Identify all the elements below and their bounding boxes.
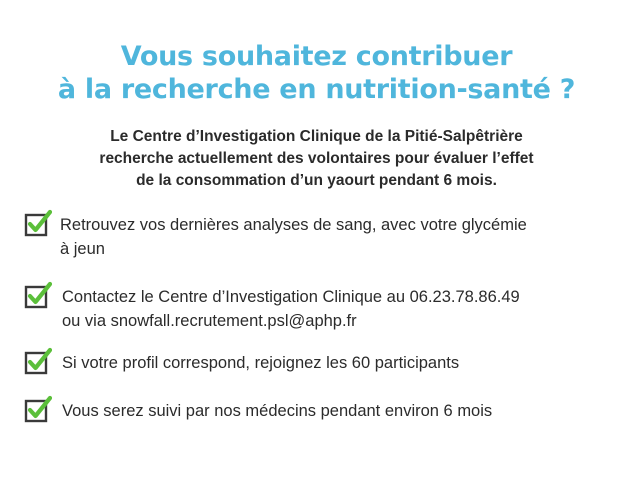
intro-line-3: de la consommation d’un yaourt pendant 6 mois. <box>136 172 497 189</box>
checklist-item-text <box>62 399 492 423</box>
checklist-item-text <box>60 213 527 261</box>
checklist-item-text <box>62 351 459 375</box>
intro-line-1: Le Centre d’Investigation Clinique de la Pitié-Salpêtrière <box>110 128 523 145</box>
checklist-item-join-participants <box>24 351 614 375</box>
checkbox-checked-icon <box>24 281 52 309</box>
checklist-item-line: Contactez le Centre d’Investigation Clinique au 06.23.78.86.49 <box>62 288 520 306</box>
checklist-item-medical-follow-up <box>24 399 614 423</box>
headline-line-1: Vous souhaitez contribuer <box>120 41 513 73</box>
checkbox-checked-icon <box>24 395 52 423</box>
checklist-item-line: Retrouvez vos dernières analyses de sang, avec votre glycémie <box>60 216 527 234</box>
checklist-item-contact <box>24 285 614 333</box>
checkbox-checked-icon <box>24 347 52 375</box>
checklist-item-text <box>62 285 520 333</box>
checklist-item-line: Vous serez suivi par nos médecins pendant environ 6 mois <box>62 402 493 420</box>
checkbox-checked-icon <box>24 209 52 237</box>
checklist-item-line: ou via snowfall.recrutement.psl@aphp.fr <box>62 312 357 330</box>
checklist-item-line: Si votre profil correspond, rejoignez les 60 participants <box>62 354 460 372</box>
checklist-item-blood-analyses <box>24 213 614 261</box>
headline-line-2: à la recherche en nutrition-santé ? <box>57 74 576 106</box>
checklist-item-line: à jeun <box>60 240 105 258</box>
intro-line-2: recherche actuellement des volontaires pour évaluer l’effet <box>99 150 534 167</box>
